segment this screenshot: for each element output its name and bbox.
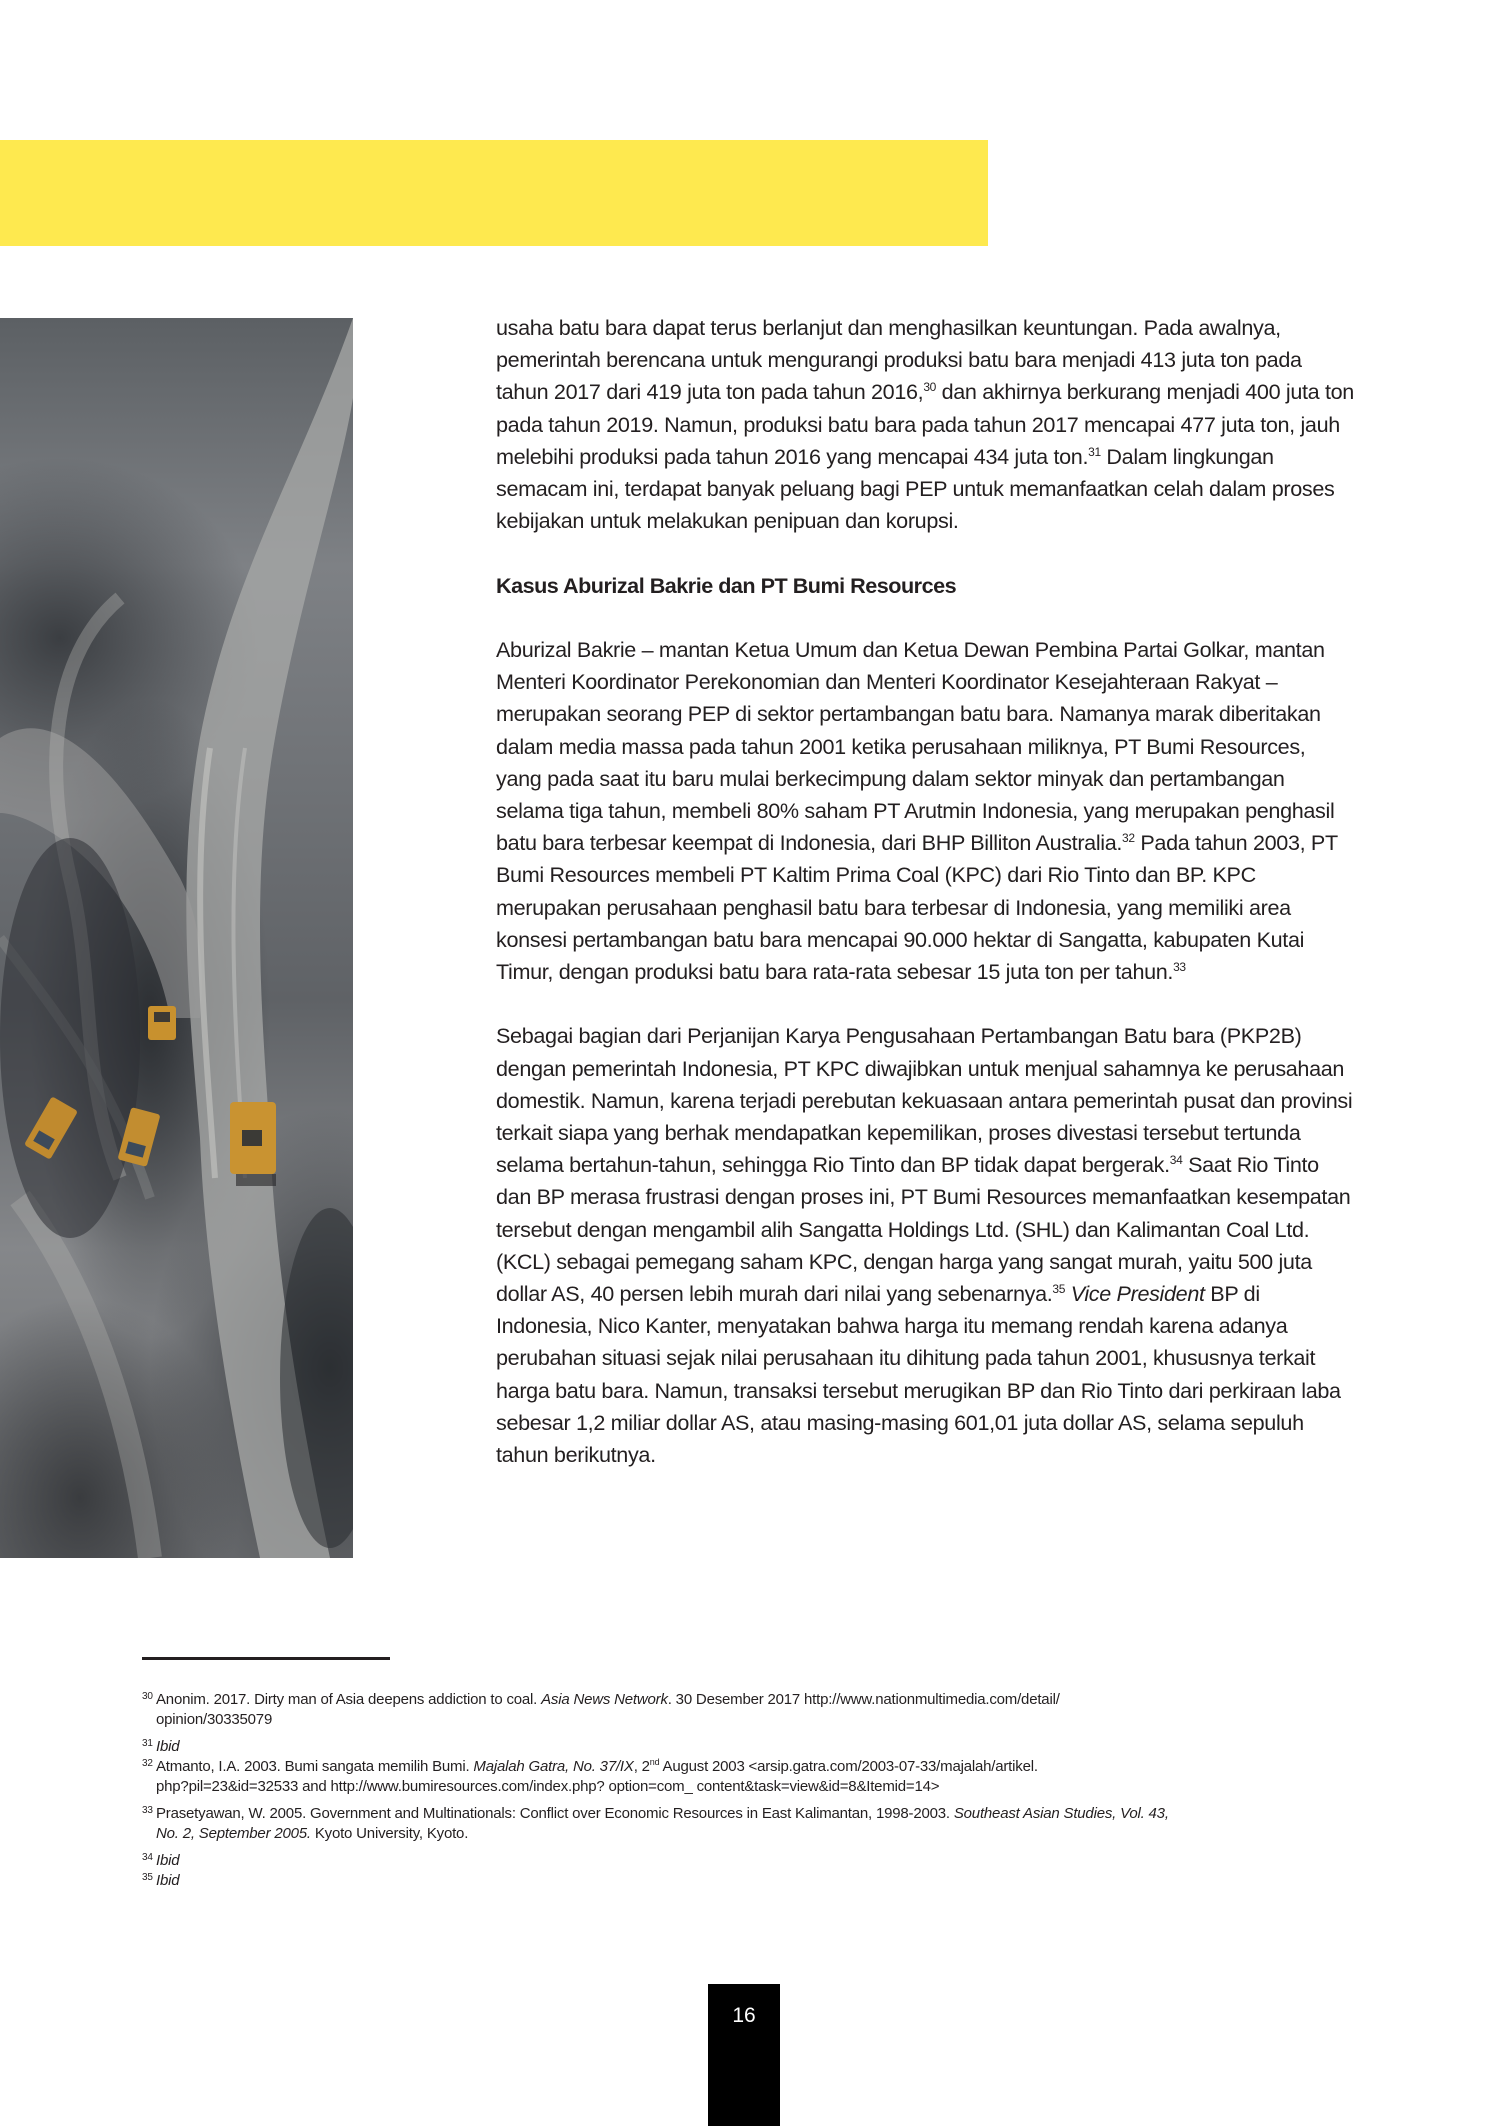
footnote-link[interactable]: php?pil=23&id=32533 and http://www.bumiresources.com/index.php? option=com_ content&task=view&id=8&Itemid=14> xyxy=(156,1778,940,1795)
mining-road-illustration xyxy=(0,318,353,1558)
footnotes xyxy=(142,1690,1342,1891)
paragraph-gap xyxy=(496,602,1356,634)
footnote-30: 30 Anonim. 2017. Dirty man of Asia deepens addiction to coal. Asia News Network. 30 Desember 2017 http://www.nationmultimedia.com/detail/ opinion/30335079 xyxy=(142,1691,1060,1728)
article-body xyxy=(496,312,1356,1471)
footnote-34: 34 Ibid xyxy=(142,1852,180,1869)
footnote-31: 31 Ibid xyxy=(142,1738,180,1755)
footnote-ref-30[interactable]: 30 xyxy=(923,380,936,395)
page-number: 16 xyxy=(708,1984,780,2126)
footnote-35: 35 Ibid xyxy=(142,1872,180,1889)
mining-photo xyxy=(0,318,353,1558)
section-heading: Kasus Aburizal Bakrie dan PT Bumi Resources xyxy=(496,572,957,598)
footnote-ref-34[interactable]: 34 xyxy=(1169,1153,1183,1168)
footnote-divider xyxy=(142,1657,390,1660)
truck-icon xyxy=(230,1102,276,1186)
footnote-ref-33[interactable]: 33 xyxy=(1173,960,1186,975)
footnote-link[interactable]: August 2003 <arsip.gatra.com/2003-07-33/majalah/artikel. xyxy=(659,1758,1038,1775)
truck-icon xyxy=(148,1006,176,1040)
footnote-32: 32 Atmanto, I.A. 2003. Bumi sangata memilih Bumi. Majalah Gatra, No. 37/IX, 2nd August 2003 <arsip.gatra.com/2003-07-33/majalah/artikel. php?pil=23&id=32533 and http://www.bumiresources.com/index.php? option=com_ content&task=view&id=8&Itemid=14> xyxy=(142,1757,1038,1795)
footnote-ref-31[interactable]: 31 xyxy=(1088,444,1101,459)
paragraph-gap xyxy=(496,988,1356,1020)
footnote-link[interactable]: . 30 Desember 2017 http://www.nationmultimedia.com/detail/ xyxy=(667,1691,1060,1708)
paragraph-gap xyxy=(496,537,1356,569)
paragraph-kpc-divestment: Sebagai bagian dari Perjanijan Karya Pengusahaan Pertambangan Batu bara (PKP2B) dengan pemerintah Indonesia, PT KPC diwajibkan untuk menjual sahamnya ke perusahaan domestik. Namun, karena terjadi perebutan kekuasaan antara pemerintah pusat dan provinsi terkait siapa yang berhak mendapatkan kepemilikan, proses divestasi tersebut tertunda selama bertahun-tahun, sehingga Rio Tinto dan BP tidak dapat bergerak.$^{34}$ Saat Rio Tinto dan BP merasa frustrasi dengan proses ini, PT Bumi Resources memanfaatkan kesempatan tersebut dengan mengambil alih Sangatta Holdings Ltd. (SHL) dan Kalimantan Coal Ltd. (KCL) sebagai pemegang saham KPC, dengan harga yang sangat murah, yaitu 500 juta dollar AS, 40 persen lebih murah dari nilai yang sebenarnya.$^{35}$ Vice President BP di Indonesia, Nico Kanter, menyatakan bahwa harga itu memang rendah karena adanya perubahan situasi sejak nilai perusahaan itu dihitung pada tahun 2001, khususnya terkait harga batu bara. Namun, transaksi tersebut merugikan BP dan Rio Tinto dari perkiraan laba sebesar 1,2 miliar dollar AS, atau masing-masing 601,01 juta dollar AS, selama sepuluh tahun berikutnya. xyxy=(496,1023,1353,1468)
header-accent-bar xyxy=(0,140,988,246)
paragraph-production: usaha batu bara dapat terus berlanjut dan menghasilkan keuntungan. Pada awalnya, pemerintah berencana untuk mengurangi produksi batu bara menjadi 413 juta ton pada tahun 2017 dari 419 juta ton pada tahun 2016,30 dan akhirnya berkurang menjadi 400 juta ton pada tahun 2019. Namun, produksi batu bara pada tahun 2017 mencapai 477 juta ton, jauh melebihi produksi pada tahun 2016 yang mencapai 434 juta ton.$^{31}$ Dalam lingkungan semacam ini, terdapat banyak peluang bagi PEP untuk memanfaatkan celah dalam proses kebijakan untuk melakukan penipuan dan korupsi. xyxy=(496,315,1354,534)
footnote-ref-32[interactable]: 32 xyxy=(1122,831,1135,846)
footnote-33: 33 Prasetyawan, W. 2005. Government and Multinationals: Conflict over Economic Resources in East Kalimantan, 1998-2003. Southeast Asian Studies, Vol. 43, No. 2, September 2005. Kyoto University, Kyoto. xyxy=(142,1805,1169,1842)
footnote-link[interactable]: opinion/30335079 xyxy=(156,1711,273,1728)
footnote-ref-35[interactable]: 35 xyxy=(1052,1282,1066,1297)
paragraph-aburizal-bakrie: Aburizal Bakrie – mantan Ketua Umum dan Ketua Dewan Pembina Partai Golkar, mantan Menteri Koordinator Perekonomian dan Menteri Koordinator Kesejahteraan Rakyat – merupakan seorang PEP di sektor pertambangan batu bara. Namanya marak diberitakan dalam media massa pada tahun 2001 ketika perusahaan miliknya, PT Bumi Resources, yang pada saat itu baru mulai berkecimpung dalam sektor minyak dan pertambangan selama tiga tahun, membeli 80% saham PT Arutmin Indonesia, yang merupakan penghasil batu bara terbesar keempat di Indonesia, dari BHP Billiton Australia.$^{32}$ Pada tahun 2003, PT Bumi Resources membeli PT Kaltim Prima Coal (KPC) dari Rio Tinto dan BP. KPC merupakan perusahaan penghasil batu bara terbesar di Indonesia, yang memiliki area konsesi pertambangan batu bara mencapai 90.000 hektar di Sangatta, kabupaten Kutai Timur, dengan produksi batu bara rata-rata sebesar 15 juta ton per tahun.$^{33}$ xyxy=(496,637,1338,985)
